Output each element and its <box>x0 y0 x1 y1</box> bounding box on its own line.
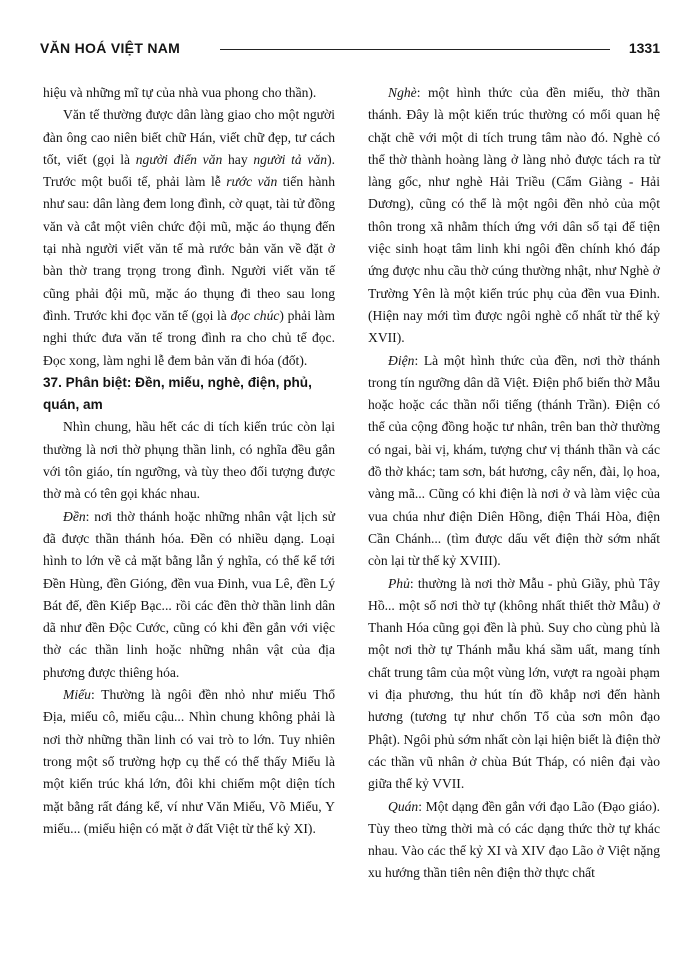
term-ruoc-van: rước văn <box>226 174 278 190</box>
paragraph-intro: Nhìn chung, hầu hết các di tích kiến trúc còn lại thường là nơi thờ phụng thần linh, có nghĩa đều gắn với tôn giáo, tín ngưỡng, và tùy theo đối tượng được thờ mà có tên gọi khác nhau. <box>43 419 335 502</box>
text-run: ) phải làm nghi thức đưa văn tế trong đình ra cho chủ tế đọc. Đọc xong, làm nghi lễ đem bản văn đi hóa (đốt). <box>43 307 336 368</box>
paragraph-continuation: hiệu và những mĩ tự của nhà vua phong cho thần). <box>43 85 317 100</box>
paragraph-den <box>43 506 335 684</box>
text-run: : Thường là ngôi đền nhỏ như miếu Thổ Địa, miếu cô, miếu cậu... Nhìn chung không phải là nơi thờ những thần linh có vai trò to lớn. Tuy nhiên trong một số trường hợp cụ thể có thể thấy Miếu là một kiến trúc khá lớn, đôi khi chiếm một diện tích mặt bằng rất đáng kể, ví như Văn Miếu, Võ Miếu, Y miếu... (miếu hiện có mặt ở đất Việt từ thế kỷ XI). <box>43 687 335 836</box>
text-run: hay <box>222 151 254 167</box>
text-run: : Một dạng đền gắn với đạo Lão (Đạo giáo). Tùy theo từng thời mà có các dạng thức thờ tự khác nhau. Vào các thế kỷ XI và XIV đạo Lão ở Việt nặng xu hướng thần tiên nên điện thờ thực chất <box>368 798 660 881</box>
paragraph-quan <box>368 796 660 885</box>
term-dien: Điện <box>388 352 415 368</box>
term-quan: Quán <box>388 798 419 814</box>
section-heading: 37. Phân biệt: Đền, miếu, nghè, điện, phủ, quán, am <box>43 374 312 413</box>
text-run: : nơi thờ thánh hoặc những nhân vật lịch sử đã được thần thánh hóa. Đền có nhiều dạng. Loại hình to lớn về cả mặt bằng lẫn ý nghĩa, có thể kể tới Đền Hùng, đền Gióng, đền vua Đinh, vua Lê, đền Lý Bát đế, đền Kiếp Bạc... rồi các đền thờ thần linh dân dã như đền Độc Cước, cũng có khi đền gắn với việc thờ các thần linh hoặc những nhân vật của địa phương được thiêng hóa. <box>43 508 335 680</box>
paragraph-van-te <box>43 104 335 372</box>
running-title: VĂN HOÁ VIỆT NAM <box>40 40 181 56</box>
right-column <box>368 82 660 885</box>
text-run: tiến hành như sau: dân làng đem long đình, cờ quạt, tài tử đồng văn và cắt một viên chức đội mũ, mặc áo thụng đến tại nhà người viết văn tế mà rước bản văn về đặt ở bàn thờ trang trọng trong đình. Người viết văn tế cũng phải đội mũ, mặc áo thụng đi theo sau long đình. Trước khi đọc văn tế (gọi là <box>43 174 335 323</box>
text-run: ). Trước một buổi tế, phải làm lễ <box>43 151 335 190</box>
text-run: : một hình thức của đền miếu, thờ thần thánh. Đây là một kiến trúc thường có mối quan hệ chặt chẽ với một di tích trung tâm nào đó. Nghè có thể thờ thành hoàng làng ở làng nhỏ được tách ra từ làng gốc, như nghè Hải Triều (Cẩm Giàng - Hải Dương), cũng có thể là một ngôi đền nhỏ của một thôn trong xã nhằm thích ứng với dân số tại để tiện việc sinh hoạt tâm linh khi ngôi đền chính khó đáp ứng được nhu cầu thờ cúng thường nhật, như Nghè ở Trường Yên là một kiến trúc phụ của đền vua Đinh. (Hiện nay mới tìm được ngôi nghè cổ nhất từ thế kỷ XVII). <box>368 85 660 346</box>
page-number: 1331 <box>628 40 660 56</box>
term-nguoi-dien-van: người điển văn <box>135 151 223 167</box>
left-column <box>43 82 335 840</box>
header-rule <box>220 49 610 50</box>
term-phu: Phủ <box>388 575 410 591</box>
paragraph-dien <box>368 350 660 573</box>
running-header <box>40 38 660 60</box>
text-run: : Là một hình thức của đền, nơi thờ thánh trong tín ngưỡng dân dã Việt. Điện phổ biến thờ Mẫu hoặc hoặc các thần nổi tiếng (thánh Trần). Điện có thể của cộng đồng hoặc tư nhân, trên ban thờ thường có ngai, bài vị, khám, tượng chư vị thánh thần và các đồ thờ khác; tam sơn, bát hương, cây nến, đài, lọ hoa, vàng mã... Cũng có khi điện là nơi ở và làm việc của vua chúa như điện Diên Hồng, điện Thái Hòa, điện Cần Chánh... (tìm được dấu vết điện thờ sớm nhất còn lại từ thế kỷ XVIII). <box>368 352 660 569</box>
term-den: Đền <box>63 508 86 524</box>
paragraph-phu <box>368 573 660 796</box>
paragraph-mieu <box>43 684 335 840</box>
paragraph-nghe <box>368 82 660 350</box>
term-nguoi-ta-van: người tả văn <box>253 151 328 167</box>
text-run: Văn tế thường được dân làng giao cho một người đàn ông cao niên biết chữ Hán, viết chữ đẹp, tư cách tốt, viết (gọi là <box>43 107 335 167</box>
term-nghe: Nghè <box>388 85 417 100</box>
text-run: : thường là nơi thờ Mẫu - phủ Giầy, phủ Tây Hồ... một số nơi thờ tự (không nhất thiết thờ Mẫu) ở Thanh Hóa cũng gọi đền là phủ. Suy cho cùng phủ là một nơi thờ tự Thánh mẫu khá sầm uất, mang tính chất trung tâm của một vùng lớn, vượt ra ngoài phạm vi địa phương, thu hút tín đồ khắp nơi đến hành hương (tương tự như chốn Tổ của sơn môn đạo Phật). Ngôi phủ sớm nhất còn lại hiện biết là điện thờ các thần vũ nhân ở chùa Bút Tháp, có niên đại vào giữa thế kỷ VVII. <box>368 575 660 792</box>
term-doc-chuc: đọc chúc <box>230 307 280 323</box>
term-mieu: Miếu <box>63 687 91 703</box>
